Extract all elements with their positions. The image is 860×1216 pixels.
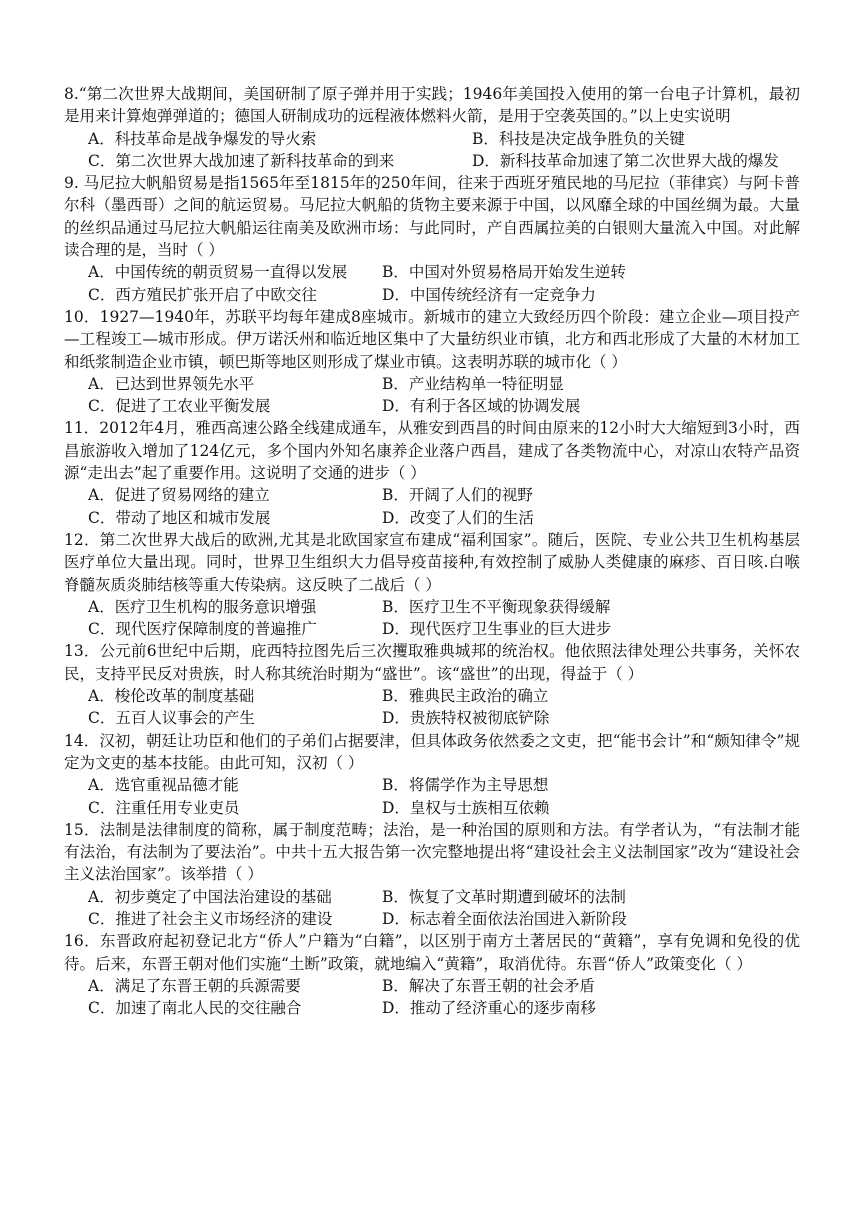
option-a: A．医疗卫生机构的服务意识增强 [88,597,317,616]
option-d: D．推动了经济重心的逐步南移 [382,999,596,1018]
question-stem: 12．第二次世界大战后的欧洲,尤其是北欧国家宣布建成“福利国家”。随后，医院、专业公共卫生机构基层医疗单位大量出现。同时，世界卫生组织大力倡导疫苗接种,有效控制了威胁人类健康的麻疹、百日咳.白喉脊髓灰质炎肺结核等重大传染病。这反映了二战后（ ） [64,530,800,594]
option-a: A．初步奠定了中国法治建设的基础 [88,887,332,906]
question-9 [64,172,800,306]
question-stem: 15．法制是法律制度的简称，属于制度范畴；法治，是一种治国的原则和方法。有学者认为，“有法制才能有法治，有法制为了要法治”。中共十五大报告第一次完整地提出将“建设社会主义法制国家”改为“建设社会主义法治国家”。该举措（ ） [64,820,800,884]
question-13 [64,640,800,729]
question-stem: 16．东晋政府起初登记北方“侨人”户籍为“白籍”，以区别于南方土著居民的“黄籍”，享有免调和免役的优待。后来，东晋王朝对他们实施“土断”政策，就地编入“黄籍”，取消优待。东晋“侨人”政策变化（ ） [64,932,800,973]
option-a: A．已达到世界领先水平 [88,374,255,393]
option-a: A．满足了东晋王朝的兵源需要 [88,976,301,995]
option-d: D．现代医疗卫生事业的巨大进步 [382,620,612,639]
question-stem: 8.“第二次世界大战期间，美国研制了原子弹并用于实践；1946年美国投入使用的第一台电子计算机，最初是用来计算炮弹弹道的；德国人研制成功的远程液体燃料火箭，是用于空袭英国的。”以上史实说明 [64,85,800,126]
option-list [64,484,800,529]
question-8 [64,83,800,172]
option-list [64,774,800,819]
question-15 [64,819,800,930]
option-list [64,886,800,931]
question-stem: 11．2012年4月，雅西高速公路全线建成通车，从雅安到西昌的时间由原来的12小时大大缩短到3小时，西昌旅游收入增加了124亿元，多个国内外知名康养企业落户西昌，建成了各类物流中心，对凉山农特产品资源“走出去”起了重要作用。这说明了交通的进步（ ） [64,419,800,483]
question-16 [64,930,800,1019]
option-d: D．标志着全面依法治国进入新阶段 [382,909,627,928]
option-b: B．恢复了文革时期遭到破坏的法制 [382,887,626,906]
option-d: D．新科技革命加速了第二次世界大战的爆发 [472,151,779,170]
question-14 [64,730,800,819]
option-b: B．科技是决定战争胜负的关键 [472,129,685,148]
option-list [64,261,800,306]
option-c: C．带动了地区和城市发展 [88,508,271,527]
option-list [64,975,800,1020]
option-c: C．促进了工农业平衡发展 [88,397,271,416]
option-b: B．医疗卫生不平衡现象获得缓解 [382,597,611,616]
option-c: C．加速了南北人民的交往融合 [88,999,302,1018]
option-list [64,128,800,173]
option-b: B．解决了东晋王朝的社会矛盾 [382,976,595,995]
option-a: A．中国传统的朝贡贸易一直得以发展 [88,263,348,282]
option-list [64,685,800,730]
option-a: A．科技革命是战争爆发的导火索 [88,129,317,148]
option-d: D．中国传统经济有一定竞争力 [382,285,596,304]
option-c: C．现代医疗保障制度的普遍推广 [88,620,317,639]
question-stem: 14．汉初，朝廷让功臣和他们的子弟们占据要津，但具体政务依然委之文吏，把“能书会计”和“颇知律令”规定为文吏的基本技能。由此可知，汉初（ ） [64,731,800,772]
option-b: B．中国对外贸易格局开始发生逆转 [382,263,626,282]
option-a: A．梭伦改革的制度基础 [88,687,255,706]
option-b: B．将儒学作为主导思想 [382,776,549,795]
question-11 [64,417,800,528]
option-c: C．五百人议事会的产生 [88,709,255,728]
question-stem: 13．公元前6世纪中后期，庇西特拉图先后三次攫取雅典城邦的统治权。他依照法律处理公共事务，关怀农民，支持平民反对贵族，时人称其统治时期为“盛世”。该“盛世”的出现，得益于（ ） [64,642,800,683]
question-10 [64,306,800,417]
option-d: D．有利于各区域的协调发展 [382,397,581,416]
option-d: D．皇权与士族相互依赖 [382,798,550,817]
option-b: B．产业结构单一特征明显 [382,374,564,393]
option-a: A．促进了贸易网络的建立 [88,486,270,505]
option-a: A．选官重视品德才能 [88,776,239,795]
option-c: C．推进了社会主义市场经济的建设 [88,909,333,928]
option-b: B．开阔了人们的视野 [382,486,533,505]
option-c: C．西方殖民扩张开启了中欧交往 [88,285,317,304]
option-b: B．雅典民主政治的确立 [382,687,549,706]
question-stem: 9. 马尼拉大帆船贸易是指1565年至1815年的250年间，往来于西班牙殖民地的马尼拉（菲律宾）与阿卡普尔科（墨西哥）之间的航运贸易。马尼拉大帆船的货物主要来源于中国，以风靡全球的中国丝绸为最。大量的丝织品通过马尼拉大帆船运往南美及欧洲市场：与此同时，产自西属拉美的白银则大量流入中国。对此解读合理的是，当时（ ） [64,174,800,260]
option-d: D．贵族特权被彻底铲除 [382,709,550,728]
option-c: C．注重任用专业吏员 [88,798,240,817]
option-list [64,596,800,641]
question-stem: 10．1927—1940年，苏联平均每年建成8座城市。新城市的建立大致经历四个阶段：建立企业—项目投产—工程竣工—城市形成。伊万诺沃州和临近地区集中了大量纺织业市镇，北方和西北形成了大量的木材加工和纸浆制造企业市镇，顿巴斯等地区则形成了煤业市镇。这表明苏联的城市化（ ） [64,307,800,371]
question-12 [64,529,800,640]
option-list [64,373,800,418]
option-d: D．改变了人们的生活 [382,508,534,527]
option-c: C．第二次世界大战加速了新科技革命的到来 [88,151,395,170]
